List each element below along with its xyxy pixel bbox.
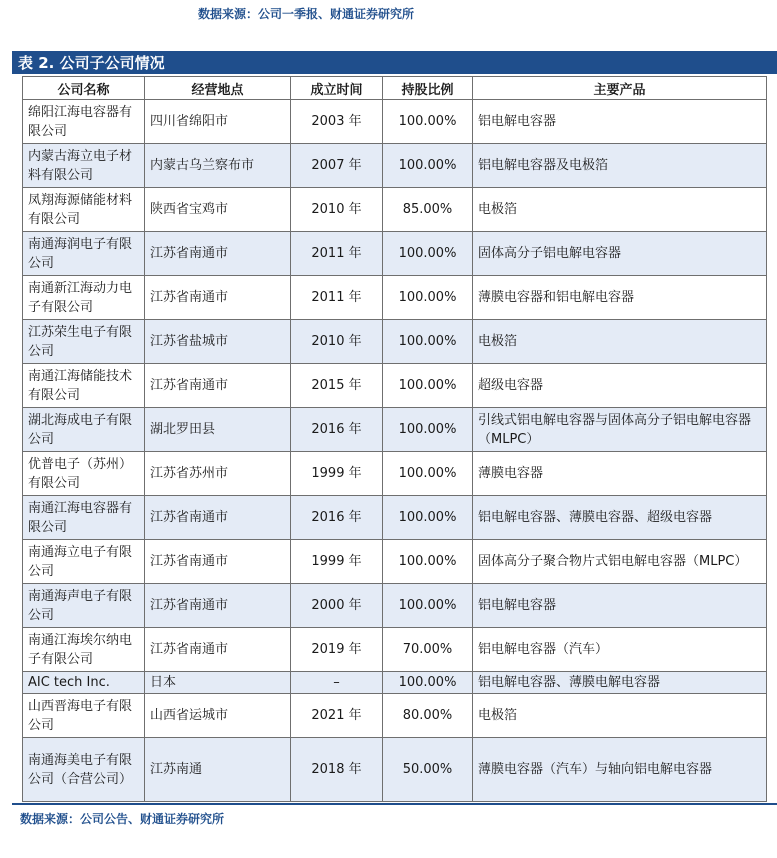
table-row: [23, 738, 767, 802]
cell-main-products: 引线式铝电解电容器与固体高分子铝电解电容器（MLPC）: [473, 408, 767, 452]
cell-location: 山西省运城市: [145, 694, 291, 738]
source-note-bottom: 数据来源：公司公告、财通证券研究所: [20, 812, 225, 826]
cell-location: 江苏省南通市: [145, 496, 291, 540]
cell-location: 江苏省南通市: [145, 276, 291, 320]
cell-shareholding: 100.00%: [383, 452, 473, 496]
cell-company-name: 南通江海电容器有限公司: [23, 496, 145, 540]
cell-main-products: 电极箔: [473, 694, 767, 738]
cell-company-name: 绵阳江海电容器有限公司: [23, 100, 145, 144]
cell-location: 内蒙古乌兰察布市: [145, 144, 291, 188]
cell-shareholding: 80.00%: [383, 694, 473, 738]
cell-main-products: 固体高分子铝电解电容器: [473, 232, 767, 276]
cell-shareholding: 100.00%: [383, 496, 473, 540]
cell-location: 江苏省南通市: [145, 540, 291, 584]
cell-founded: 1999 年: [291, 540, 383, 584]
table-row: [23, 144, 767, 188]
cell-company-name: 山西晋海电子有限公司: [23, 694, 145, 738]
table-row: [23, 540, 767, 584]
cell-main-products: 铝电解电容器及电极箔: [473, 144, 767, 188]
cell-location: 江苏省南通市: [145, 584, 291, 628]
header-company-name: 公司名称: [23, 77, 145, 100]
cell-founded: 2000 年: [291, 584, 383, 628]
cell-company-name: 南通海润电子有限公司: [23, 232, 145, 276]
subsidiary-table: [22, 76, 767, 802]
cell-location: 江苏省南通市: [145, 232, 291, 276]
cell-shareholding: 100.00%: [383, 364, 473, 408]
cell-main-products: 电极箔: [473, 320, 767, 364]
cell-founded: 2015 年: [291, 364, 383, 408]
cell-shareholding: 100.00%: [383, 540, 473, 584]
cell-location: 江苏省盐城市: [145, 320, 291, 364]
cell-shareholding: 100.00%: [383, 320, 473, 364]
cell-shareholding: 100.00%: [383, 584, 473, 628]
table-row: [23, 452, 767, 496]
cell-location: 四川省绵阳市: [145, 100, 291, 144]
header-shareholding: 持股比例: [383, 77, 473, 100]
table-row: [23, 276, 767, 320]
cell-company-name: 南通江海储能技术有限公司: [23, 364, 145, 408]
table-row: [23, 694, 767, 738]
cell-company-name: AIC tech Inc.: [23, 672, 145, 694]
cell-location: 江苏省苏州市: [145, 452, 291, 496]
cell-shareholding: 100.00%: [383, 276, 473, 320]
table-row: [23, 628, 767, 672]
cell-main-products: 超级电容器: [473, 364, 767, 408]
cell-main-products: 薄膜电容器（汽车）与轴向铝电解电容器: [473, 738, 767, 802]
cell-founded: 2019 年: [291, 628, 383, 672]
cell-shareholding: 70.00%: [383, 628, 473, 672]
cell-founded: –: [291, 672, 383, 694]
cell-main-products: 固体高分子聚合物片式铝电解电容器（MLPC）: [473, 540, 767, 584]
cell-shareholding: 100.00%: [383, 408, 473, 452]
cell-shareholding: 100.00%: [383, 672, 473, 694]
cell-main-products: 薄膜电容器和铝电解电容器: [473, 276, 767, 320]
cell-company-name: 南通海立电子有限公司: [23, 540, 145, 584]
cell-location: 江苏省南通市: [145, 364, 291, 408]
cell-founded: 1999 年: [291, 452, 383, 496]
cell-founded: 2016 年: [291, 408, 383, 452]
cell-location: 江苏省南通市: [145, 628, 291, 672]
cell-main-products: 铝电解电容器: [473, 584, 767, 628]
header-location: 经营地点: [145, 77, 291, 100]
cell-founded: 2016 年: [291, 496, 383, 540]
cell-company-name: 湖北海成电子有限公司: [23, 408, 145, 452]
cell-founded: 2018 年: [291, 738, 383, 802]
cell-main-products: 电极箔: [473, 188, 767, 232]
cell-founded: 2003 年: [291, 100, 383, 144]
header-founded: 成立时间: [291, 77, 383, 100]
cell-company-name: 江苏荣生电子有限公司: [23, 320, 145, 364]
header-main-products: 主要产品: [473, 77, 767, 100]
bottom-divider: [12, 803, 777, 805]
cell-shareholding: 50.00%: [383, 738, 473, 802]
cell-main-products: 铝电解电容器、薄膜电容器、超级电容器: [473, 496, 767, 540]
table-row: [23, 232, 767, 276]
table-row: [23, 320, 767, 364]
cell-location: 湖北罗田县: [145, 408, 291, 452]
cell-founded: 2011 年: [291, 276, 383, 320]
cell-shareholding: 100.00%: [383, 100, 473, 144]
cell-company-name: 优普电子（苏州）有限公司: [23, 452, 145, 496]
cell-main-products: 薄膜电容器: [473, 452, 767, 496]
cell-founded: 2021 年: [291, 694, 383, 738]
cell-company-name: 南通新江海动力电子有限公司: [23, 276, 145, 320]
cell-company-name: 南通海美电子有限公司（合营公司）: [23, 738, 145, 802]
cell-company-name: 内蒙古海立电子材料有限公司: [23, 144, 145, 188]
source-note-top: 数据来源：公司一季报、财通证券研究所: [198, 7, 415, 21]
table-row: [23, 188, 767, 232]
cell-shareholding: 85.00%: [383, 188, 473, 232]
cell-founded: 2007 年: [291, 144, 383, 188]
cell-founded: 2011 年: [291, 232, 383, 276]
cell-main-products: 铝电解电容器（汽车）: [473, 628, 767, 672]
cell-founded: 2010 年: [291, 320, 383, 364]
cell-shareholding: 100.00%: [383, 144, 473, 188]
cell-location: 日本: [145, 672, 291, 694]
cell-location: 陕西省宝鸡市: [145, 188, 291, 232]
table-title: 表 2. 公司子公司情况: [12, 52, 777, 74]
table-header-row: [23, 77, 767, 100]
cell-company-name: 凤翔海源储能材料有限公司: [23, 188, 145, 232]
cell-main-products: 铝电解电容器、薄膜电解电容器: [473, 672, 767, 694]
cell-shareholding: 100.00%: [383, 232, 473, 276]
cell-main-products: 铝电解电容器: [473, 100, 767, 144]
table-row: [23, 672, 767, 694]
table-row: [23, 100, 767, 144]
cell-founded: 2010 年: [291, 188, 383, 232]
cell-company-name: 南通江海埃尔纳电子有限公司: [23, 628, 145, 672]
cell-location: 江苏南通: [145, 738, 291, 802]
cell-company-name: 南通海声电子有限公司: [23, 584, 145, 628]
table-row: [23, 496, 767, 540]
table-row: [23, 408, 767, 452]
table-row: [23, 584, 767, 628]
table-row: [23, 364, 767, 408]
